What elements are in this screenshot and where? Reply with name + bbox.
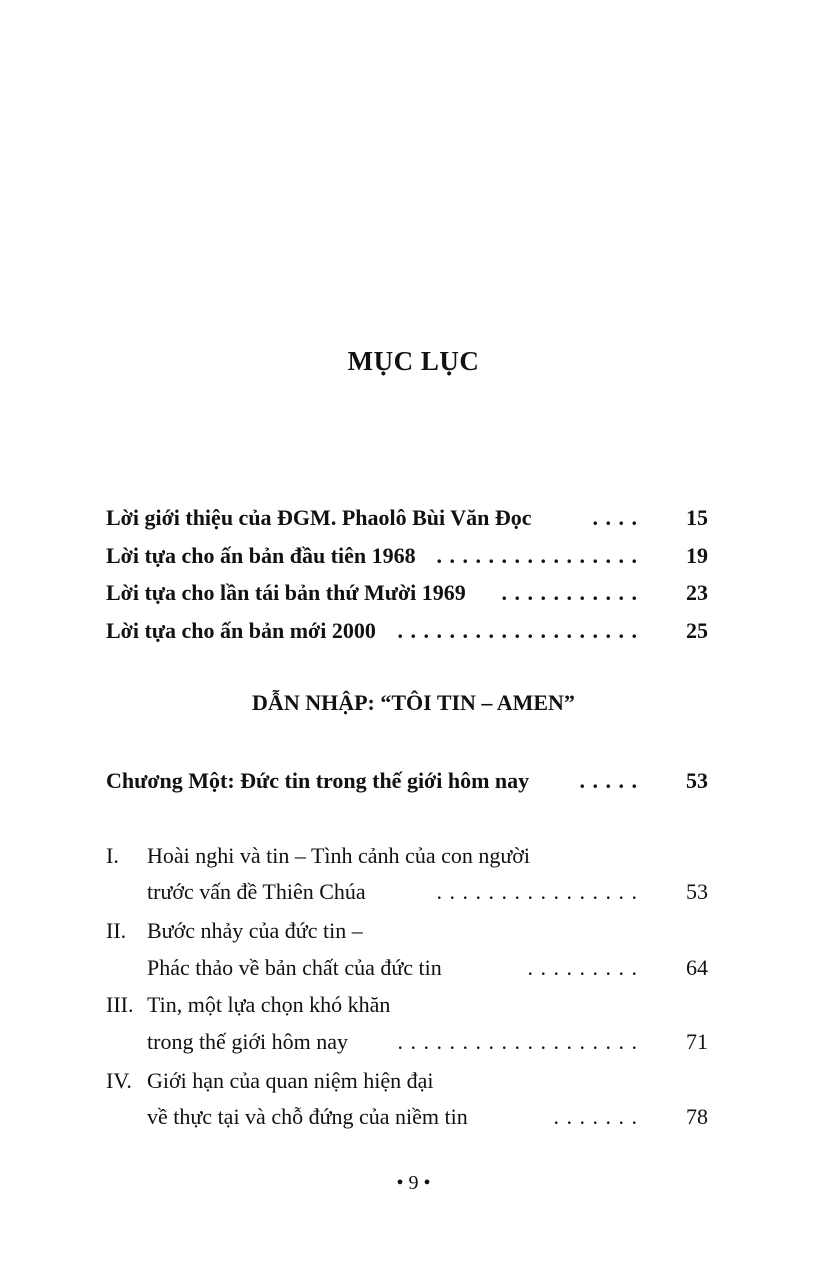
toc-section-2-line-2 [106,953,708,983]
toc-section-number: III. [106,992,134,1017]
toc-entry-label: Chương Một: Đức tin trong thế giới hôm nay [106,768,530,793]
intro-heading: DẪN NHẬP: “TÔI TIN – AMEN” [252,690,575,715]
toc-leader-dots: . . . . . . . . . . . . . . . . [436,543,638,568]
toc-leader-dots: . . . . . . . . . . . [501,580,638,605]
toc-section-3-line-1 [106,990,708,1020]
toc-leader-dots: . . . . . . . . . . . . . . . . . . . [397,1029,638,1054]
toc-section-2-line-1 [106,916,708,946]
toc-leader-dots: . . . . . . . . . . . . . . . . [436,879,638,904]
toc-entry-chapter-1 [106,766,708,796]
toc-leader-dots: . . . . . . . . . [527,955,638,980]
toc-page-number: 25 [686,618,708,643]
toc-page-number: 64 [686,955,708,980]
toc-section-1-line-2 [106,877,708,907]
toc-entry-preface-3 [106,578,708,608]
toc-leader-dots: . . . . . . . [553,1104,638,1129]
page-number-footer: • 9 • [396,1172,431,1194]
toc-section-title: Tin, một lựa chọn khó khăn [147,992,391,1017]
toc-section-4-line-2 [106,1102,708,1132]
toc-page-number: 15 [686,505,708,530]
toc-page-number: 78 [686,1104,708,1129]
toc-section-title-cont: Phác thảo về bản chất của đức tin [147,955,442,980]
toc-entry-preface-1 [106,503,708,533]
toc-page-number: 19 [686,543,708,568]
toc-entry-label: Lời tựa cho lần tái bản thứ Mười 1969 [106,580,466,605]
toc-section-number: II. [106,918,127,943]
toc-section-1-line-1 [106,841,708,871]
toc-entry-label: Lời giới thiệu của ĐGM. Phaolô Bùi Văn Đọc [106,505,532,530]
toc-leader-dots: . . . . . [579,768,638,793]
toc-section-4-line-1 [106,1066,708,1096]
page-title: MỤC LỤC [347,346,480,376]
toc-section-title: Bước nhảy của đức tin – [147,918,363,943]
toc-entry-preface-4 [106,616,708,646]
toc-page-number: 71 [686,1029,708,1054]
toc-leader-dots: . . . . . . . . . . . . . . . . . . . [397,618,638,643]
toc-section-number: I. [106,843,119,868]
toc-section-3-line-2 [106,1027,708,1057]
toc-entry-label: Lời tựa cho ấn bản đầu tiên 1968 [106,543,416,568]
toc-section-title-cont: trong thế giới hôm nay [147,1029,349,1054]
toc-entry-preface-2 [106,541,708,571]
toc-leader-dots: . . . . [592,505,638,530]
toc-section-number: IV. [106,1068,132,1093]
toc-section-title-cont: trước vấn đề Thiên Chúa [147,879,366,904]
toc-page-number: 23 [686,580,708,605]
toc-section-title: Hoài nghi và tin – Tình cảnh của con người [147,843,531,868]
toc-section-title: Giới hạn của quan niệm hiện đại [147,1068,434,1093]
toc-page-number: 53 [686,879,708,904]
toc-entry-label: Lời tựa cho ấn bản mới 2000 [106,618,376,643]
toc-page-number: 53 [686,768,708,793]
toc-section-title-cont: về thực tại và chỗ đứng của niềm tin [147,1104,468,1129]
